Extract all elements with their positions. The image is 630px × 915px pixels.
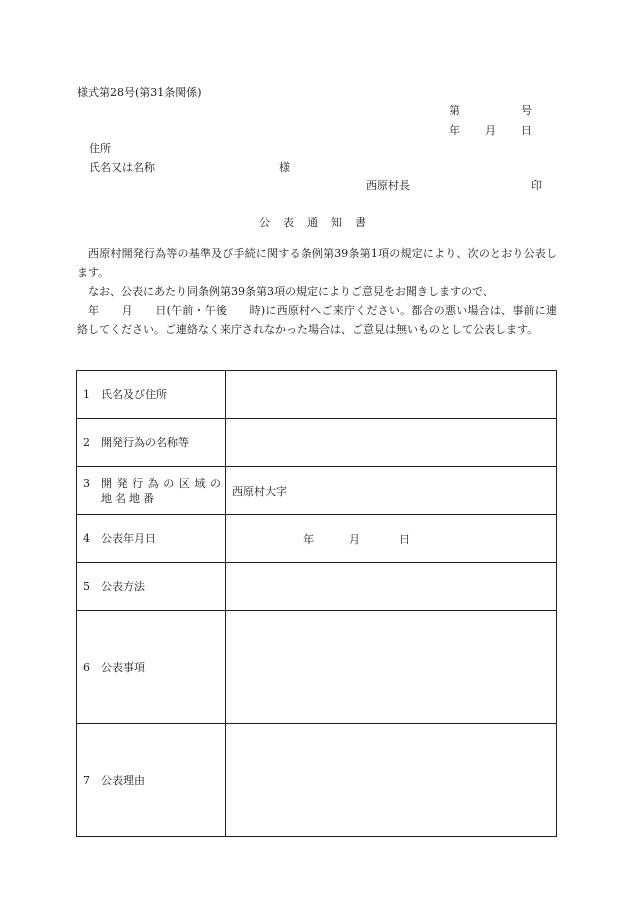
row-label-text: 公表事項 (101, 660, 145, 674)
date-year: 年 (449, 124, 460, 137)
table-row (77, 371, 557, 419)
table-row (77, 515, 557, 563)
form-number: 様式第28号(第31条関係) (77, 86, 202, 99)
row-label (77, 371, 226, 419)
publication-method-field[interactable] (226, 563, 557, 611)
row-label (77, 467, 226, 515)
seal-mark: 印 (531, 179, 542, 192)
date-month: 月 (485, 124, 496, 137)
number-go: 号 (521, 104, 532, 117)
table-row (77, 563, 557, 611)
row-number: 6 (83, 660, 90, 674)
paragraph-1: 西原村開発行為等の基準及び手続に関する条例第39条第1項の規定により、次のとおり公表します。 (77, 247, 557, 279)
row-number: 7 (83, 773, 90, 787)
pub-date-month: 月 (349, 533, 360, 546)
row-label (77, 611, 226, 724)
disclosure-table (76, 370, 557, 837)
row-label-text: 開発行為の区域の (101, 476, 221, 490)
row-number: 1 (83, 388, 90, 401)
pub-date-year: 年 (303, 533, 314, 546)
date-day: 日 (521, 124, 532, 137)
row-label-text: 公表理由 (101, 773, 145, 787)
row-number: 3 (83, 476, 90, 490)
publication-items-field[interactable] (226, 611, 557, 724)
honorific-sama: 様 (279, 161, 290, 174)
name-label: 氏名又は名称 (89, 161, 155, 174)
row-label-text: 開発行為の名称等 (101, 436, 189, 449)
table-row (77, 467, 557, 515)
area-location-field[interactable]: 西原村大字 (226, 467, 557, 515)
number-dai: 第 (449, 104, 460, 117)
pub-date-day: 日 (399, 533, 410, 546)
row-label-text: 公表方法 (101, 580, 145, 593)
publication-date-field[interactable] (226, 515, 557, 563)
document-title: 公 表 通 知 書 (259, 216, 367, 229)
row-label (77, 515, 226, 563)
row-label (77, 419, 226, 467)
paragraph-2-line-1: なお、公表にあたり同条例第39条第3項の規定によりご意見をお聞きしますので、 (88, 285, 494, 298)
row-label-text-line2: 地名地番 (101, 491, 157, 505)
issuer-mayor: 西原村長 (366, 179, 410, 192)
name-address-field[interactable] (226, 371, 557, 419)
row-number: 2 (83, 436, 90, 449)
body-text (77, 244, 557, 339)
table-row (77, 724, 557, 837)
row-label (77, 724, 226, 837)
address-label: 住所 (89, 142, 111, 155)
development-name-field[interactable] (226, 419, 557, 467)
table-row (77, 611, 557, 724)
row-number: 4 (83, 532, 90, 545)
paragraph-2-line-2: 年 月 日(午前・午後 時)に西原村へご来庁ください。都合の悪い場合は、事前に連絡してください。ご連絡なく来庁されなかった場合は、ご意見は無いものとして公表します。 (77, 304, 557, 336)
table-row (77, 419, 557, 467)
row-label-text: 氏名及び住所 (101, 388, 167, 401)
row-label-text: 公表年月日 (101, 532, 156, 545)
publication-reason-field[interactable] (226, 724, 557, 837)
row-number: 5 (83, 580, 90, 593)
row-label (77, 563, 226, 611)
